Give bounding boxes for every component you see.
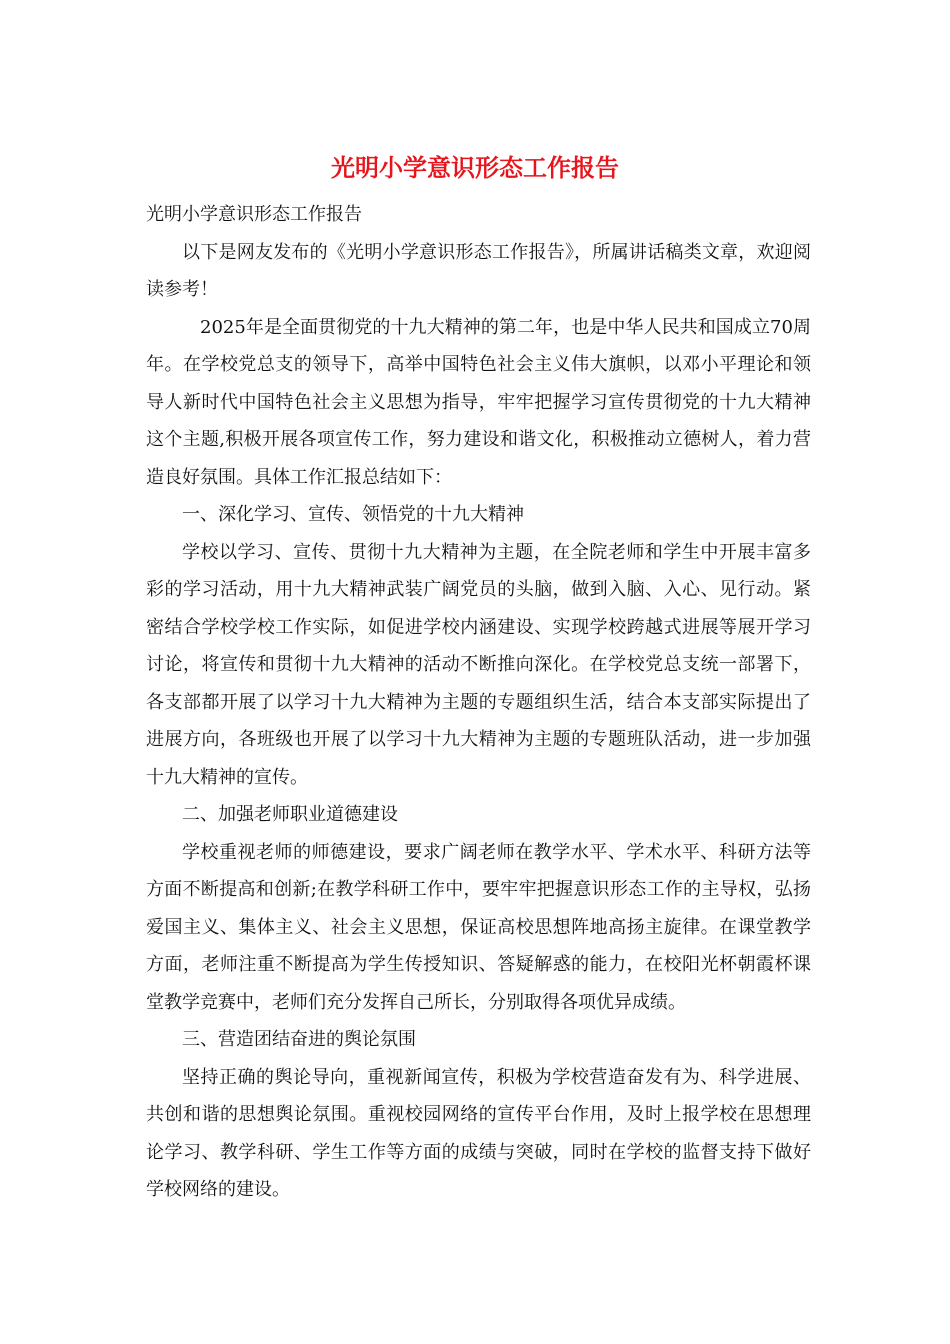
section-heading-1: 一、深化学习、宣传、领悟党的十九大精神 (182, 504, 524, 525)
section-3-paragraph: 坚持正确的舆论导向，重视新闻宣传，积极为学校营造奋发有为、科学进展、共创和谐的思想舆论氛围。重视校园网络的宣传平台作用，及时上报学校在思想理论学习、教学科研、学生工作等方面的成绩与突破，同时在学校的监督支持下做好学校网络的建设。 (146, 1066, 811, 1200)
section-heading-2: 二、加强老师职业道德建设 (182, 804, 398, 825)
section-heading-3: 三、营造团结奋进的舆论氛围 (182, 1029, 416, 1050)
overview-paragraph: 2025年是全面贯彻党的十九大精神的第二年，也是中华人民共和国成立70周年。在学校党总支的领导下，高举中国特色社会主义伟大旗帜，以邓小平理论和领导人新时代中国特色社会主义思想为指导，牢牢把握学习宣传贯彻党的十九大精神这个主题,积极开展各项宣传工作，努力建设和谐文化，积极推动立德树人，着力营造良好氛围。具体工作汇报总结如下： (146, 316, 811, 488)
intro-paragraph: 以下是网友发布的《光明小学意识形态工作报告》，所属讲话稿类文章，欢迎阅读参考！ (146, 241, 811, 300)
section-2-paragraph: 学校重视老师的师德建设，要求广阔老师在教学水平、学术水平、科研方法等方面不断提高和创新;在教学科研工作中，要牢牢把握意识形态工作的主导权，弘扬爱国主义、集体主义、社会主义思想，保证高校思想阵地高扬主旋律。在课堂教学方面，老师注重不断提高为学生传授知识、答疑解惑的能力，在校阳光杯朝霞杯课堂教学竞赛中，老师们充分发挥自己所长，分别取得各项优异成绩。 (146, 841, 811, 1013)
document-subtitle: 光明小学意识形态工作报告 (146, 204, 362, 225)
section-1-paragraph: 学校以学习、宣传、贯彻十九大精神为主题，在全院老师和学生中开展丰富多彩的学习活动，用十九大精神武装广阔党员的头脑，做到入脑、入心、见行动。紧密结合学校学校工作实际，如促进学校内涵建设、实现学校跨越式进展等展开学习讨论，将宣传和贯彻十九大精神的活动不断推向深化。在学校党总支统一部署下，各支部都开展了以学习十九大精神为主题的专题组织生活，结合本支部实际提出了进展方向，各班级也开展了以学习十九大精神为主题的专题班队活动，进一步加强十九大精神的宣传。 (146, 541, 811, 788)
document-body (146, 196, 811, 1209)
document-title: 光明小学意识形态工作报告 (331, 153, 619, 182)
